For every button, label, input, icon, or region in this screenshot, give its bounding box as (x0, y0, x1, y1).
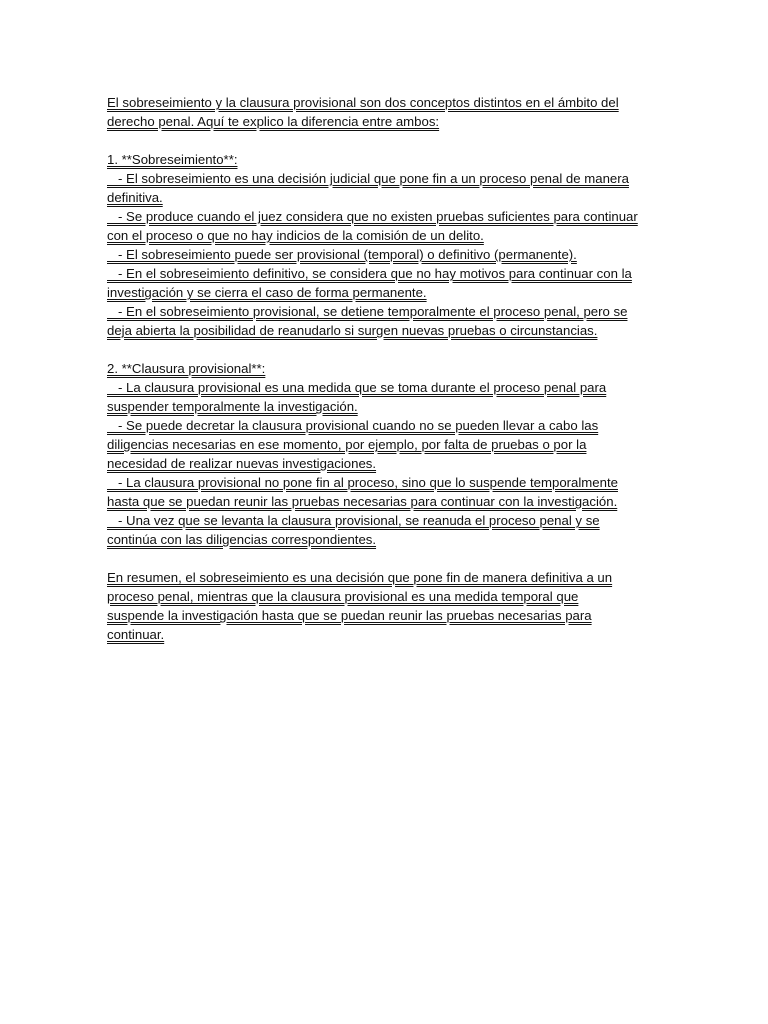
text-line: continuar. (107, 627, 165, 642)
text-line: investigación y se cierra el caso de forma permanente. (107, 285, 427, 300)
text-line: - En el sobreseimiento definitivo, se considera que no hay motivos para continuar con la (107, 266, 632, 281)
text-line: definitiva. (107, 190, 163, 205)
text-line: - Una vez que se levanta la clausura provisional, se reanuda el proceso penal y se (107, 513, 600, 528)
text-line: deja abierta la posibilidad de reanudarlo si surgen nuevas pruebas o circunstancias. (107, 323, 598, 338)
text-line: necesidad de realizar nuevas investigaciones. (107, 456, 377, 471)
paragraph-intro (107, 93, 663, 131)
text-line: - La clausura provisional es una medida que se toma durante el proceso penal para (107, 380, 607, 395)
text-line: - En el sobreseimiento provisional, se detiene temporalmente el proceso penal, pero se (107, 304, 628, 319)
paragraph-sobreseimiento (107, 150, 663, 340)
text-line: continúa con las diligencias correspondientes. (107, 532, 377, 547)
text-line: suspende la investigación hasta que se puedan reunir las pruebas necesarias para (107, 608, 592, 623)
section-heading: 1. **Sobreseimiento**: (107, 152, 238, 167)
text-line: - El sobreseimiento puede ser provisional (temporal) o definitivo (permanente). (107, 247, 577, 262)
text-line: hasta que se puedan reunir las pruebas necesarias para continuar con la investigación. (107, 494, 618, 509)
text-line: En resumen, el sobreseimiento es una decisión que pone fin de manera definitiva a un (107, 570, 613, 585)
text-line: con el proceso o que no hay indicios de la comisión de un delito. (107, 228, 484, 243)
text-line: - La clausura provisional no pone fin al proceso, sino que lo suspende temporalmente (107, 475, 618, 490)
paragraph-summary (107, 568, 663, 644)
text-line: suspender temporalmente la investigación. (107, 399, 358, 414)
text-line: derecho penal. Aquí te explico la diferencia entre ambos: (107, 114, 440, 129)
text-line: - Se puede decretar la clausura provisional cuando no se pueden llevar a cabo las (107, 418, 599, 433)
text-line: - El sobreseimiento es una decisión judicial que pone fin a un proceso penal de manera (107, 171, 629, 186)
text-line: - Se produce cuando el juez considera que no existen pruebas suficientes para continuar (107, 209, 638, 224)
text-line: diligencias necesarias en ese momento, por ejemplo, por falta de pruebas o por la (107, 437, 587, 452)
paragraph-clausura (107, 359, 663, 549)
section-heading: 2. **Clausura provisional**: (107, 361, 266, 376)
text-line: El sobreseimiento y la clausura provisional son dos conceptos distintos en el ámbito del (107, 95, 619, 110)
text-line: proceso penal, mientras que la clausura provisional es una medida temporal que (107, 589, 579, 604)
document-body (107, 93, 663, 644)
